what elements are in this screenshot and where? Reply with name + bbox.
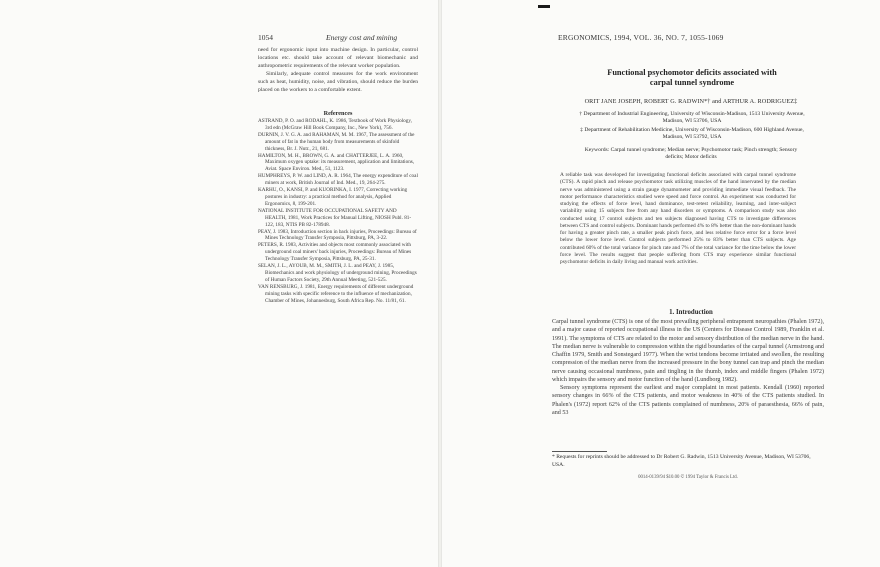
references-list xyxy=(258,118,418,304)
affiliation: † Department of Industrial Engineering, University of Wisconsin-Madison, 1513 University Avenue, Madison, WI 53706, USA xyxy=(579,111,805,125)
body-paragraph: need for ergonomic input into machine design. In particular, control locations etc. should take account of relevant biomechanic and anthropometric requirements of the relevant worker population. xyxy=(258,47,418,69)
section-heading: 1. Introduction xyxy=(669,309,713,316)
reference-item: DURNIN, J. V. G. A. and RAHAMAN, M. M. 1967, The assessment of the amount of fat in the human body from measurements of skinfold thickness, Br. J. Nutr., 21, 681. xyxy=(258,131,415,152)
running-title: Energy cost and mining xyxy=(326,33,398,42)
introduction-text xyxy=(552,318,824,417)
reference-item: VAN RENSBURG, J. 1981, Energy requirements of different underground mining tasks with specific reference to the influence of mechanization, Chamber of Mines, Johannesburg, South Africa Rep. No. 11/81, 61. xyxy=(258,283,414,304)
footnote-rule xyxy=(552,451,607,452)
footnote: * Requests for reprints should be addressed to Dr Robert G. Radwin, 1513 University Avenue, Madison, WI 53706, USA. xyxy=(552,454,811,468)
intro-paragraph: Carpal tunnel syndrome (CTS) is one of the most prevailing peripheral entrapment neuropathies (Phalen 1972), and a major cause of reported occupational illness in the US (Centers for Disease Control 1989, Franklin et al. 1991). The symptoms of CTS are related to the motor and sensory distribution of the median nerve in the hand. The median nerve is vulnerable to compression within the rigid boundaries of the carpal tunnel (Armstrong and Chaffin 1979, Smith and Sonstegard 1977). When the wrist tendons become irritated and swollen, the resulting compression of the median nerve from the increased pressure in the bony tunnel can trap and pinch the median nerve causing occasional numbness, pain and tingling in the thumb, index and middle fingers (Phalen 1972) which impairs the sensory and motor function of the hand (Lundborg 1982). xyxy=(552,319,824,383)
copyright-line: 0014-0139/94 $10.00 © 1994 Taylor & Francis Ltd. xyxy=(638,475,738,480)
reference-item: PETERS, R. 1983, Activities and objects most commonly associated with underground coal miners' back injuries, Proceedings: Bureau of Mines Technology Transfer Symposia, Pittsburg, PA, 25-31. xyxy=(258,242,412,263)
page-number: 1054 xyxy=(258,33,273,42)
corner-mark xyxy=(538,5,550,8)
journal-header: ERGONOMICS, 1994, VOL. 36, NO. 7, 1055-1069 xyxy=(558,33,724,42)
keywords: Keywords: Carpal tunnel syndrome; Median nerve; Psychomotor task; Pinch strength; Sensory deficits; Motor deficits xyxy=(584,147,798,161)
reference-item: SELAN, J. L., AYOUB, M. M., SMITH, J. L. and PEAY, J. 1985, Biomechanics and work physiology of underground mining, Proceedings of Human Factors Society, 29th Annual Meeting, 521-525. xyxy=(258,263,417,283)
intro-paragraph: Sensory symptoms represent the earliest and major complaint in most patients. Kendall (1960) reported sensory changes in 66% of the CTS patients, and motor weakness in 40% of the CTS patients studied. In Phalen's (1972) report 62% of the CTS patients complained of numbness, 20% of paraesthesia, 66% of pain, and 53 xyxy=(552,385,824,416)
abstract: A reliable task was developed for investigating functional deficits associated with carpal tunnel syndrome (CTS). A rapid pinch and release psychomotor task utilizing muscles of the hand innervated by the median nerve was administered using a strain gauge dynamometer and providing immediate visual feedback. The motor performance characteristics studied were speed and force control. An experiment was conducted for studying the effects of force level, hand dominance, test-retest reliability, learning, and inter-subject variability using 15 subjects free from any hand disorders or symptoms. A comparison study was also conducted using 17 control subjects and ten subjects diagnosed having CTS to investigate differences between CTS and control subjects. Dominant hands performed 4% to 8% better than the non-dominant hands for having a greater pinch rate, a smaller peak pinch force, and less relative force error for a force level below the lower force level. Control subjects performed 25% to 83% better than CTS subjects. Age contributed 60% of the total variance for pinch rate and 7% of the total variance for the time below the lower force level. The results suggest that people suffering from CTS may experience similar functional psychomotor deficits in daily living and manual work activities. xyxy=(560,172,796,265)
reference-item: KARHU, O., KANSI, P. and KUORINKA, I. 1977, Correcting working postures in industry: a practical method for analysis, Applied Ergonomics, 8, 199-201. xyxy=(258,187,408,207)
book-spine xyxy=(438,0,442,567)
reference-item: PEAY, J. 1983, Introduction section in back injuries, Proceedings: Bureau of Mines Technology Transfer Symposia, Pittsburg, PA, 3-22. xyxy=(258,228,417,242)
author-list: ORIT JANE JOSEPH, ROBERT G. RADWIN*† and ARTHUR A. RODRIGUEZ‡ xyxy=(584,98,798,105)
reference-item: HUMPHREYS, P. W. and LIND, A. R. 1964, The energy expenditure of coal miners at work, British Journal of Ind. Med., 19, 264-275. xyxy=(258,173,418,187)
reference-item: ASTRAND, P. O. and RODAHL, K. 1986, Textbook of Work Physiology, 3rd edn (McGraw Hill Book Company, Inc., New York), 756. xyxy=(258,118,412,131)
body-paragraph: Similarly, adequate control measures for the work environment such as heat, humidity, noise, and vibration, should reduce the burden placed on the workers to a comfortable extent. xyxy=(258,70,418,93)
left-body-text xyxy=(258,47,418,94)
article-title: Functional psychomotor deficits associated with carpal tunnel syndrome xyxy=(607,68,777,87)
reference-item: HAMILTON, M. H., BROWN, G. A. and CHATTERJEE, L. A. 1960, Maximum oxygen uptake: its measurement, application and limitations, Aviat. Space Environ. Med., 51, 1123. xyxy=(258,152,415,173)
affiliation: ‡ Department of Rehabilitation Medicine, University of Wisconsin-Madison, 600 Highland Avenue, Madison, WI 53792, USA xyxy=(580,127,804,141)
references-heading: References xyxy=(323,110,353,117)
reference-item: NATIONAL INSTITUTE FOR OCCUPATIONAL SAFETY AND HEALTH, 1981, Work Practices for Manual Lifting, NIOSH Publ. 81-122, 183, NTIS PB 82-178948. xyxy=(258,207,412,228)
